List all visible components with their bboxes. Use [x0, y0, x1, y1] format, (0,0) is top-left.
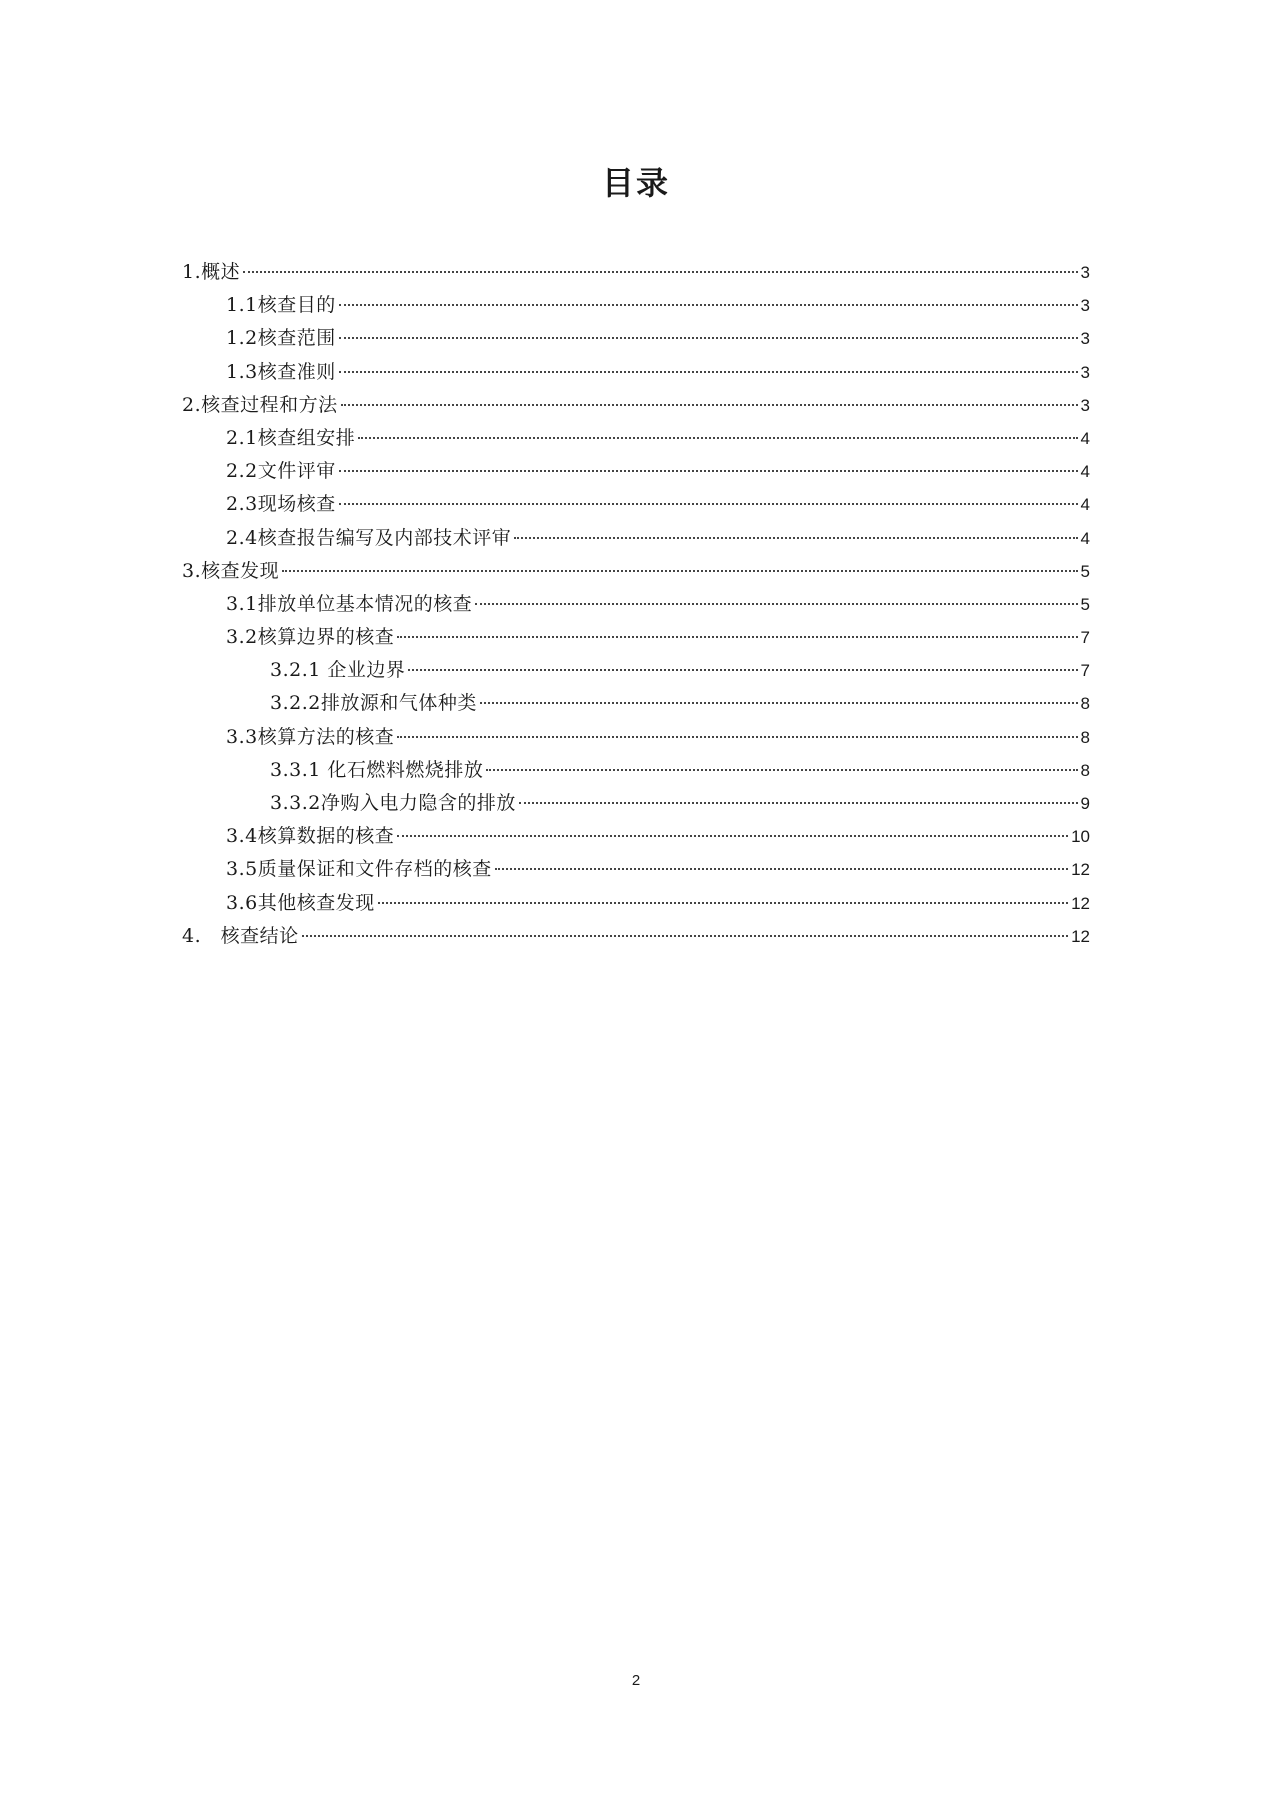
toc-entry[interactable]: [182, 257, 1090, 290]
toc-entry[interactable]: [182, 489, 1090, 522]
toc-entry-title: 3.2.2排放源和气体种类: [270, 692, 477, 715]
toc-entry-page: 4: [1080, 428, 1090, 448]
toc-entry-title: 3.6其他核查发现: [226, 891, 375, 914]
dot-leader: [282, 570, 1077, 572]
toc-entry-page: 12: [1071, 926, 1090, 946]
toc-entry-page: 9: [1080, 794, 1090, 813]
toc-entry[interactable]: [182, 788, 1090, 821]
dot-leader: [302, 935, 1068, 937]
toc-entry-title: 3.3.2净购入电力隐含的排放: [270, 792, 516, 814]
dot-leader: [475, 603, 1077, 605]
toc-entry[interactable]: [182, 357, 1090, 390]
toc-entry[interactable]: [182, 655, 1090, 688]
toc-entry-page: 12: [1071, 893, 1090, 913]
dot-leader: [339, 304, 1078, 306]
toc-entry-page: 3: [1080, 395, 1090, 415]
toc-entry-title: 1.概述: [182, 261, 241, 283]
toc-entry-title: 3.核查发现: [182, 559, 280, 582]
toc-entry[interactable]: [182, 755, 1090, 788]
toc-entry-page: 5: [1080, 561, 1090, 581]
toc-entry-title: 1.3核查准则: [226, 360, 336, 383]
page-title: 目录: [601, 164, 670, 202]
dot-leader: [397, 636, 1077, 638]
toc-entry[interactable]: [182, 290, 1090, 323]
toc-entry[interactable]: [182, 589, 1090, 622]
dot-leader: [480, 702, 1078, 704]
table-of-contents: [182, 257, 1090, 954]
toc-entry-page: 3: [1080, 296, 1090, 316]
toc-entry-page: 5: [1080, 594, 1090, 614]
toc-entry-title: 3.4核算数据的核查: [226, 825, 395, 848]
toc-entry-title: 4. 核查结论: [182, 924, 299, 947]
toc-entry-title: 2.核查过程和方法: [182, 393, 338, 416]
toc-entry-title: 2.1核查组安排: [226, 426, 356, 449]
toc-entry-title: 3.1排放单位基本情况的核查: [226, 592, 473, 615]
dot-leader: [341, 404, 1078, 406]
toc-entry-page: 4: [1080, 495, 1090, 515]
toc-entry-page: 8: [1080, 727, 1090, 747]
toc-entry[interactable]: [182, 821, 1090, 854]
dot-leader: [397, 835, 1068, 837]
dot-leader: [495, 868, 1068, 870]
toc-entry-page: 12: [1071, 860, 1090, 880]
toc-entry[interactable]: [182, 622, 1090, 655]
toc-entry-title: 1.2核查范围: [226, 327, 336, 350]
dot-leader: [358, 437, 1077, 439]
dot-leader: [408, 669, 1077, 671]
dot-leader: [339, 337, 1078, 339]
toc-entry-title: 2.2文件评审: [226, 460, 336, 483]
toc-entry[interactable]: [182, 688, 1090, 721]
dot-leader: [519, 802, 1078, 804]
toc-entry[interactable]: [182, 854, 1090, 887]
toc-entry-title: 3.2核算边界的核查: [226, 626, 395, 649]
toc-entry-title: 3.3核算方法的核查: [226, 725, 395, 748]
toc-entry[interactable]: [182, 323, 1090, 356]
toc-entry-title: 2.3现场核查: [226, 493, 336, 516]
dot-leader: [339, 503, 1078, 505]
toc-entry-title: 1.1核查目的: [226, 294, 336, 317]
toc-entry[interactable]: [182, 556, 1090, 589]
toc-entry-page: 4: [1080, 462, 1090, 482]
toc-entry-page: 3: [1080, 329, 1090, 349]
toc-entry-page: 3: [1080, 263, 1090, 282]
toc-entry-title: 3.5质量保证和文件存档的核查: [226, 858, 492, 881]
toc-entry[interactable]: [182, 456, 1090, 489]
dot-leader: [486, 769, 1077, 771]
dot-leader: [339, 470, 1078, 472]
toc-entry-page: 4: [1080, 528, 1090, 548]
toc-entry[interactable]: [182, 523, 1090, 556]
dot-leader: [378, 902, 1068, 904]
dot-leader: [243, 271, 1077, 273]
toc-entry-page: 10: [1071, 827, 1090, 847]
dot-leader: [514, 537, 1077, 539]
toc-entry[interactable]: [182, 888, 1090, 921]
toc-entry-page: 7: [1080, 628, 1090, 648]
toc-entry-title: 3.3.1 化石燃料燃烧排放: [270, 758, 484, 781]
dot-leader: [339, 371, 1078, 373]
toc-entry-title: 2.4核查报告编写及内部技术评审: [226, 526, 512, 549]
toc-entry[interactable]: [182, 921, 1090, 954]
toc-entry[interactable]: [182, 423, 1090, 456]
page-number: 2: [631, 1672, 641, 1689]
toc-entry-page: 8: [1080, 694, 1090, 714]
toc-entry-page: 3: [1080, 362, 1090, 382]
toc-entry[interactable]: [182, 722, 1090, 755]
dot-leader: [397, 736, 1077, 738]
toc-entry-page: 8: [1080, 760, 1090, 780]
toc-entry-page: 7: [1080, 661, 1090, 681]
toc-entry[interactable]: [182, 390, 1090, 423]
toc-entry-title: 3.2.1 企业边界: [270, 659, 406, 682]
